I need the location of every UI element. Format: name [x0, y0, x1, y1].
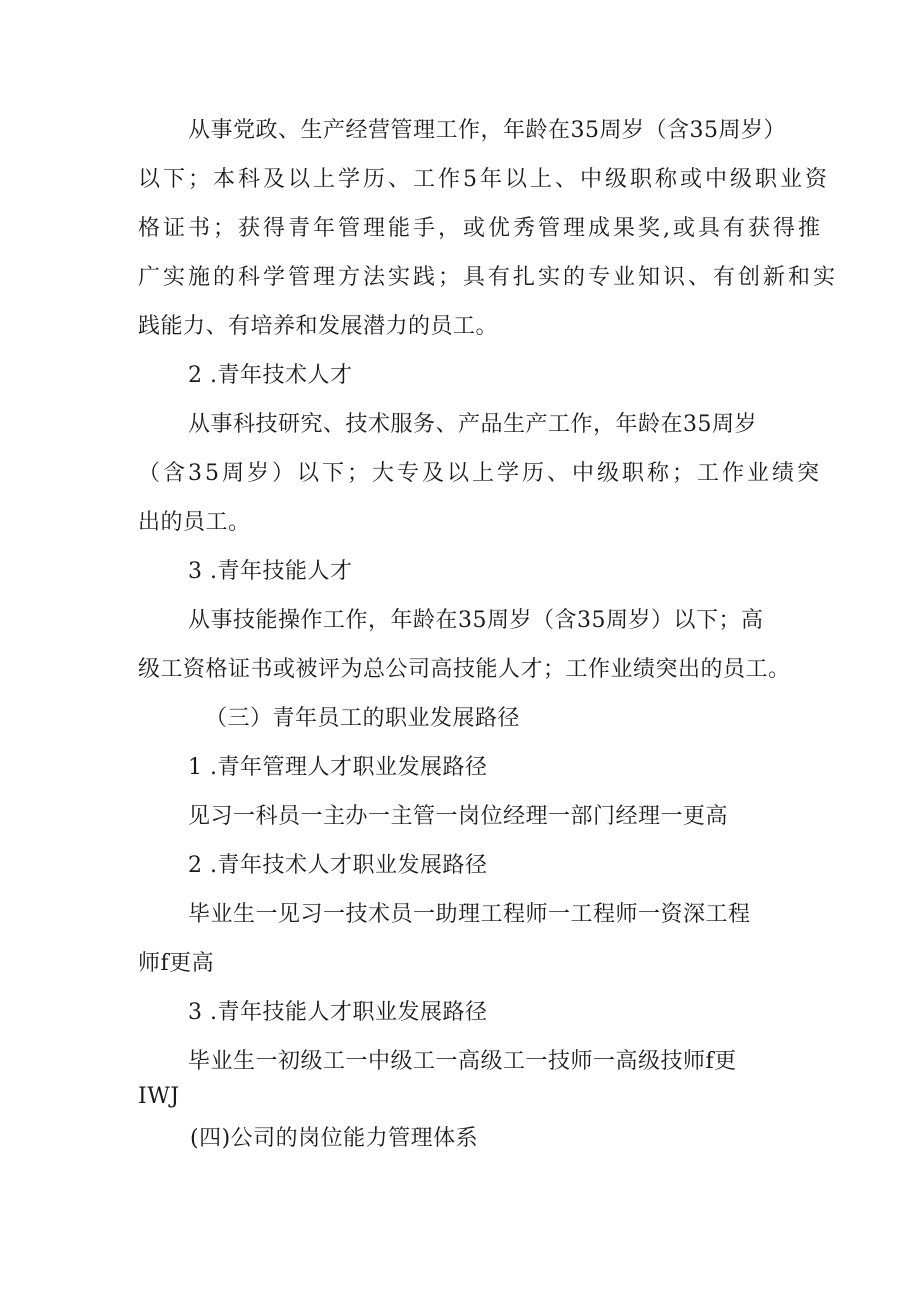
- career-path-text: IWJ: [138, 1084, 180, 1109]
- body-text-line: 广实施的科学管理方法实践；具有扎实的专业知识、有创新和实: [138, 265, 839, 290]
- subsection-heading: 2 .青年技术人才职业发展路径: [188, 853, 488, 878]
- body-text-line: 以下；本科及以上学历、工作5年以上、中级职称或中级职业资: [138, 167, 830, 192]
- subsection-heading: 3 .青年技能人才职业发展路径: [188, 1000, 488, 1025]
- body-text-line: 从事科技研究、技术服务、产品生产工作，年龄在35周岁: [188, 412, 757, 437]
- body-text-line: 从事技能操作工作，年龄在35周岁（含35周岁）以下；高: [188, 608, 764, 633]
- body-text-line: 从事党政、生产经营管理工作，年龄在35周岁（含35周岁）: [188, 118, 786, 143]
- career-path-text: 师f更高: [138, 951, 215, 976]
- body-text-line: 出的员工。: [138, 510, 251, 535]
- body-text-line: （含35周岁）以下；大专及以上学历、中级职称；工作业绩突: [138, 461, 822, 486]
- section-heading: （三）青年员工的职业发展路径: [205, 706, 521, 731]
- subsection-heading: 1 .青年管理人才职业发展路径: [188, 755, 488, 780]
- section-heading: 2 .青年技术人才: [188, 363, 353, 388]
- section-heading: 3 .青年技能人才: [188, 559, 353, 584]
- section-heading: (四)公司的岗位能力管理体系: [190, 1126, 479, 1151]
- career-path-text: 见习一科员一主办一主管一岗位经理一部门经理一更高: [188, 804, 729, 829]
- career-path-text: 毕业生一初级工一中级工一高级工一技师一高级技师f更: [188, 1049, 737, 1074]
- body-text-line: 践能力、有培养和发展潜力的员工。: [138, 314, 499, 339]
- body-text-line: 格证书；获得青年管理能手，或优秀管理成果奖,或具有获得推: [138, 216, 823, 241]
- career-path-text: 毕业生一见习一技术员一助理工程师一工程师一资深工程: [188, 902, 751, 927]
- body-text-line: 级工资格证书或被评为总公司高技能人才；工作业绩突出的员工。: [138, 657, 791, 682]
